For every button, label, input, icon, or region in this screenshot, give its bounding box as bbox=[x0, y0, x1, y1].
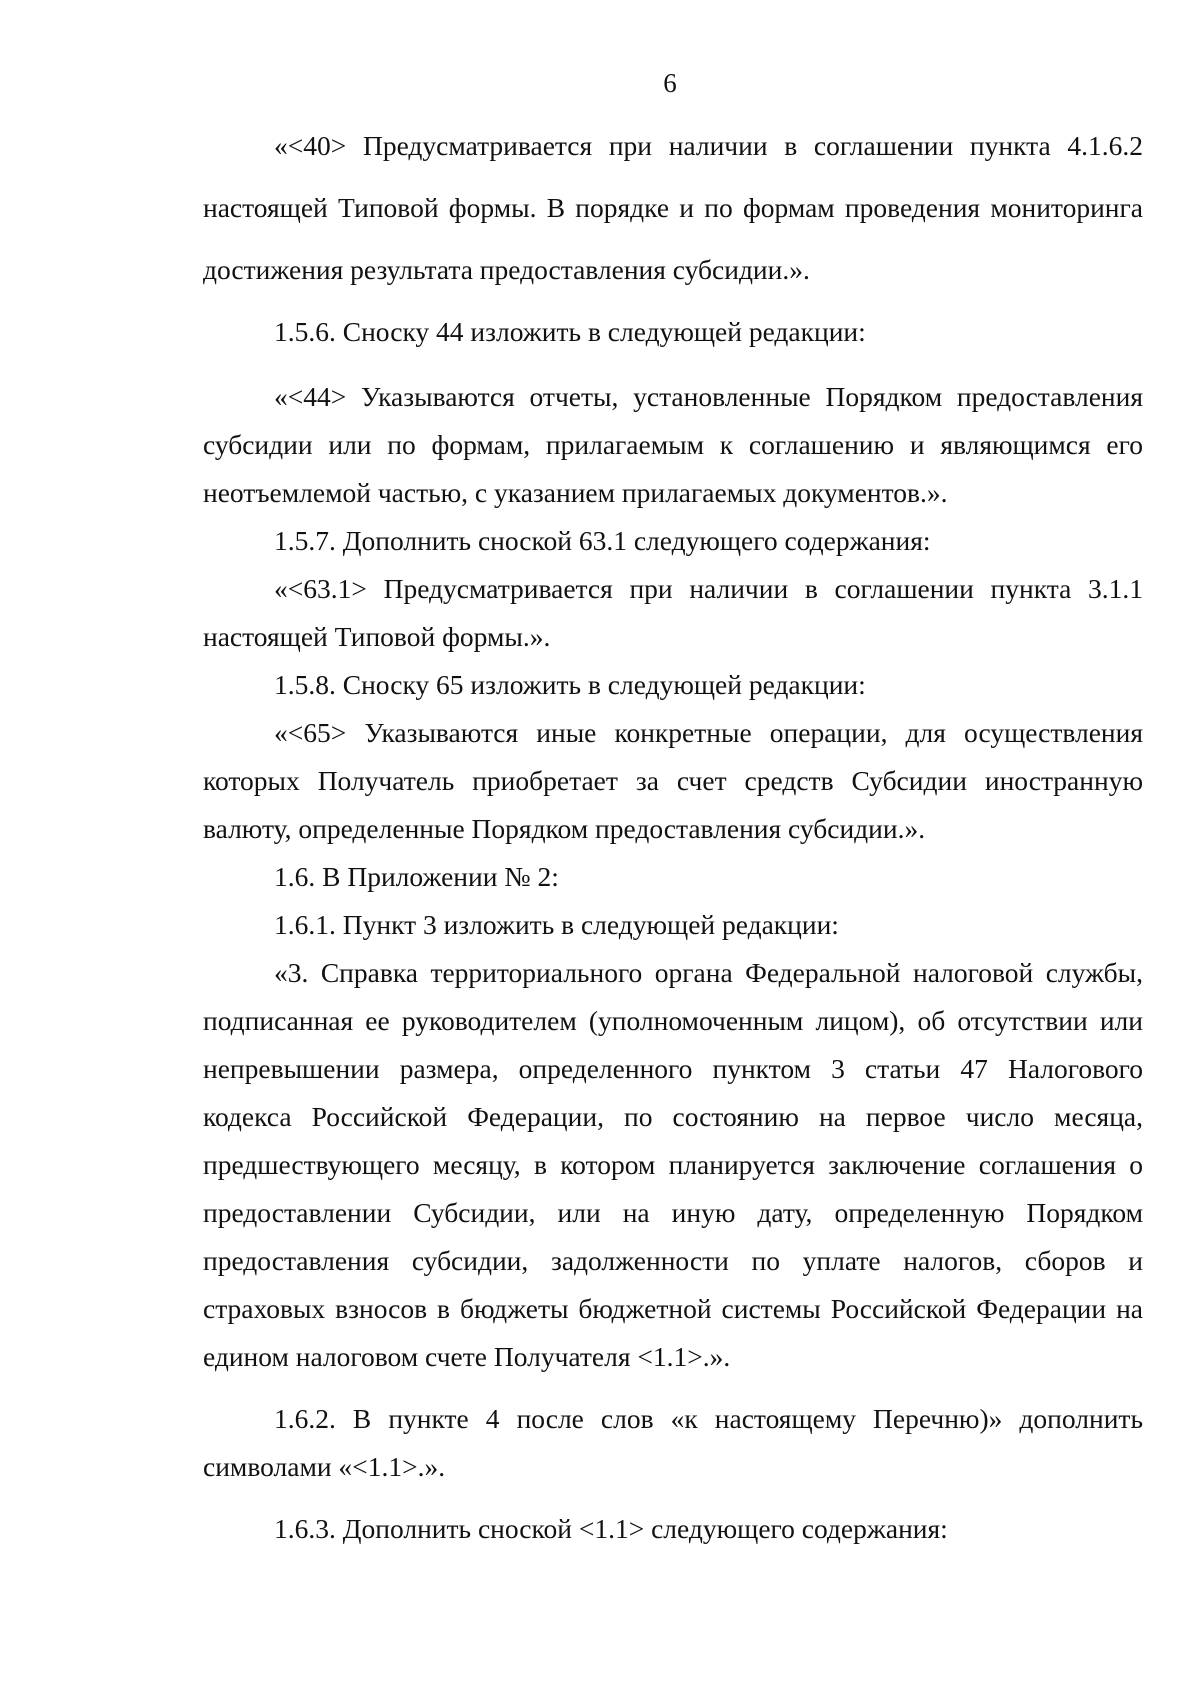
paragraph-1-6-1: 1.6.1. Пункт 3 изложить в следующей редакции: bbox=[274, 909, 839, 940]
paragraph-1-6-2: 1.6.2. В пункте 4 после слов «к настоящему Перечню)» дополнить символами «<1.1>.». bbox=[203, 1403, 1143, 1482]
item-3-text: «3. Справка территориального органа Федеральной налоговой службы, подписанная ее руководителем (уполномоченным лицом), об отсутствии или непревышении размера, определенного пунктом 3 статьи 47 Налогового кодекса Российской Федерации, по состоянию на первое число месяца, предшествующего месяцу, в котором планируется заключение соглашения о предоставлении Субсидии, или на иную дату, определенную Порядком предоставления субсидии, задолженности по уплате налогов, сборов и страховых взносов в бюджеты бюджетной системы Российской Федерации на едином налоговом счете Получателя <1.1>.». bbox=[203, 957, 1143, 1372]
document-body bbox=[203, 115, 1143, 1553]
page-number: 6 bbox=[663, 68, 677, 98]
paragraph-1-6-3: 1.6.3. Дополнить сноской <1.1> следующего содержания: bbox=[274, 1513, 948, 1544]
footnote-65-text: «<65> Указываются иные конкретные операции, для осуществления которых Получатель приобретает за счет средств Субсидии иностранную валюту, определенные Порядком предоставления субсидии.». bbox=[203, 717, 1143, 844]
footnote-44-text: «<44> Указываются отчеты, установленные Порядком предоставления субсидии или по формам, прилагаемым к соглашению и являющимся его неотъемлемой частью, с указанием прилагаемых документов.». bbox=[203, 381, 1143, 508]
footnote-63-1-text: «<63.1> Предусматривается при наличии в соглашении пункта 3.1.1 настоящей Типовой формы.». bbox=[203, 573, 1143, 652]
paragraph-1-5-8: 1.5.8. Сноску 65 изложить в следующей редакции: bbox=[274, 669, 866, 700]
footnote-40-text: «<40> Предусматривается при наличии в соглашении пункта 4.1.6.2 настоящей Типовой формы. В порядке и по формам проведения мониторинга достижения результата предоставления субсидии.». bbox=[203, 130, 1143, 285]
paragraph-1-6: 1.6. В Приложении № 2: bbox=[274, 861, 559, 892]
paragraph-1-5-6: 1.5.6. Сноску 44 изложить в следующей редакции: bbox=[274, 316, 866, 347]
paragraph-1-5-7: 1.5.7. Дополнить сноской 63.1 следующего содержания: bbox=[274, 525, 931, 556]
